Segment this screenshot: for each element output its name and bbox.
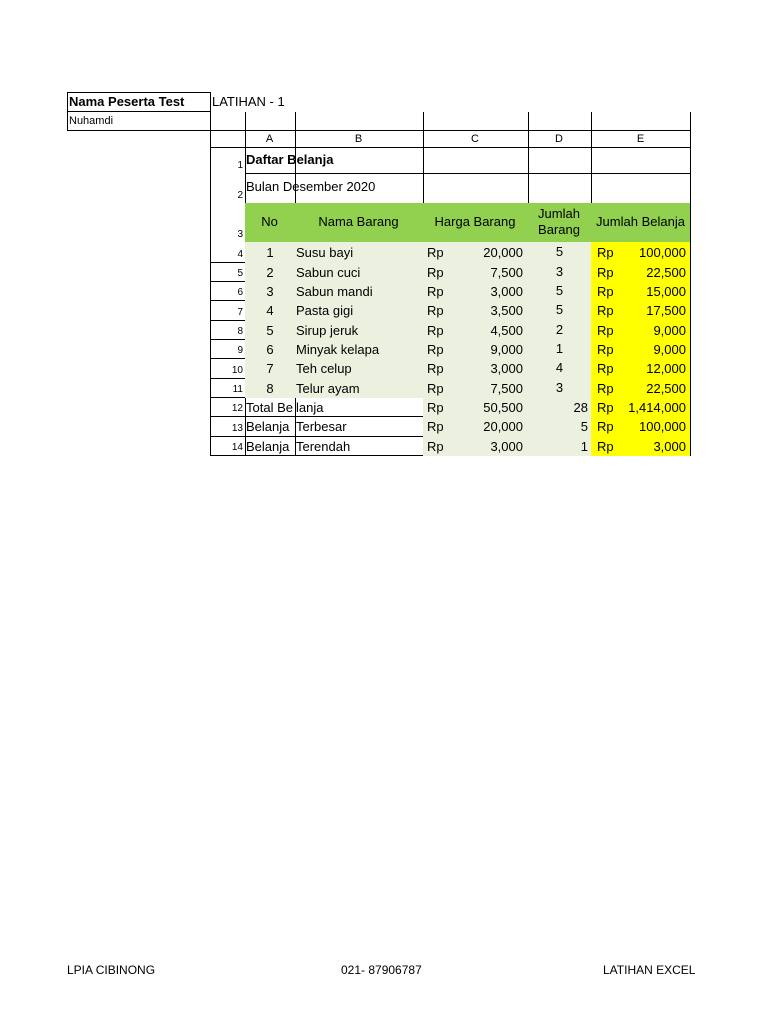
item-currency: Rp [427,342,444,357]
item-no: 5 [266,323,274,338]
item-price: 20,000 [483,245,523,260]
row-number: 3 [237,229,243,240]
item-total: 15,000 [646,284,686,299]
summary-label-a: Total Be [246,400,293,415]
col-letter-e: E [636,133,645,145]
item-total-currency: Rp [597,303,614,318]
item-total: 9,000 [653,342,686,357]
row-number: 8 [237,326,243,337]
item-name: Teh celup [296,361,352,376]
item-total-currency: Rp [597,284,614,299]
item-total: 12,000 [646,361,686,376]
summary-price: 3,000 [490,439,523,454]
item-no: 6 [266,342,274,357]
summary-label-a: Belanja [246,439,290,454]
row-number: 7 [237,307,243,318]
item-qty: 5 [555,283,564,298]
item-currency: Rp [427,303,444,318]
footer-center: 021- 87906787 [341,963,422,977]
item-total-currency: Rp [597,245,614,260]
summary-label-b: Terbesar [296,419,347,434]
item-total: 22,500 [646,265,686,280]
header-jumlah-barang-2: Barang [538,222,580,237]
summary-currency: Rp [427,400,444,415]
summary-currency: Rp [427,439,444,454]
item-name: Sabun mandi [296,284,373,299]
item-no: 1 [266,245,274,260]
item-total: 22,500 [646,381,686,396]
item-price: 3,000 [490,284,523,299]
col-letter-b: B [354,133,363,145]
item-qty: 3 [555,380,564,395]
item-qty: 2 [555,322,564,337]
summary-total: 3,000 [653,439,686,454]
header-jumlah-belanja: Jumlah Belanja [596,214,685,229]
peserta-label: Nama Peserta Test [69,94,185,109]
item-price: 7,500 [490,265,523,280]
col-letter-d: D [555,133,563,145]
summary-qty: 5 [580,419,588,434]
item-qty: 3 [555,264,564,279]
item-currency: Rp [427,265,444,280]
col-letter-a: A [265,133,274,145]
item-no: 7 [266,361,274,376]
summary-total: 100,000 [639,419,686,434]
item-total-currency: Rp [597,323,614,338]
row-number: 13 [231,423,243,434]
item-name: Sirup jeruk [296,323,359,338]
row-number: 5 [237,268,243,279]
item-no: 3 [266,284,274,299]
item-currency: Rp [427,381,444,396]
summary-price: 20,000 [483,419,523,434]
summary-label-b: Terendah [296,439,351,454]
footer-left: LPIA CIBINONG [67,963,156,977]
row-number: 10 [231,365,243,376]
header-nama-barang: Nama Barang [318,214,399,229]
item-price: 3,000 [490,361,523,376]
item-qty: 1 [555,341,564,356]
header-jumlah-barang-1: Jumlah [538,206,580,221]
item-price: 7,500 [490,381,523,396]
summary-currency: Rp [427,419,444,434]
summary-total-currency: Rp [597,439,614,454]
item-total: 100,000 [639,245,686,260]
item-name: Sabun cuci [296,265,361,280]
item-price: 9,000 [490,342,523,357]
summary-qty: 1 [580,439,588,454]
row-number: 1 [237,160,243,171]
item-price: 4,500 [490,323,523,338]
item-currency: Rp [427,284,444,299]
item-qty: 4 [555,360,564,375]
header-no: No [261,214,278,229]
row-number: 9 [237,345,243,356]
item-no: 4 [266,303,274,318]
summary-total-currency: Rp [597,400,614,415]
item-qty: 5 [555,244,564,259]
row-number: 4 [237,249,243,260]
item-no: 2 [266,265,274,280]
sheet-title: Daftar Belanja [246,152,334,167]
peserta-name: Nuhamdi [69,115,114,127]
item-currency: Rp [427,245,444,260]
row-number: 14 [231,442,243,453]
item-total-currency: Rp [597,265,614,280]
item-currency: Rp [427,323,444,338]
summary-total: 1,414,000 [628,400,686,415]
item-name: Susu bayi [296,245,354,260]
row-number: 2 [237,190,243,201]
item-price: 3,500 [490,303,523,318]
row-number: 6 [237,287,243,298]
summary-label-a: Belanja [246,419,290,434]
item-total: 17,500 [646,303,686,318]
item-total-currency: Rp [597,361,614,376]
item-name: Minyak kelapa [296,342,380,357]
item-total-currency: Rp [597,381,614,396]
header-harga-barang: Harga Barang [434,214,516,229]
item-name: Telur ayam [296,381,360,396]
latihan-label: LATIHAN - 1 [212,94,285,109]
summary-total-currency: Rp [597,419,614,434]
row-number: 12 [231,403,243,414]
summary-qty: 28 [573,400,588,415]
summary-label-b: lanja [296,400,324,415]
col-letter-c: C [471,133,479,145]
item-qty: 5 [555,302,564,317]
item-name: Pasta gigi [296,303,354,318]
item-total-currency: Rp [597,342,614,357]
sheet-subtitle: Bulan Desember 2020 [246,179,376,194]
summary-price: 50,500 [483,400,523,415]
row-number: 11 [232,384,243,395]
footer-right: LATIHAN EXCEL [603,963,696,977]
item-currency: Rp [427,361,444,376]
item-total: 9,000 [653,323,686,338]
item-no: 8 [266,381,274,396]
